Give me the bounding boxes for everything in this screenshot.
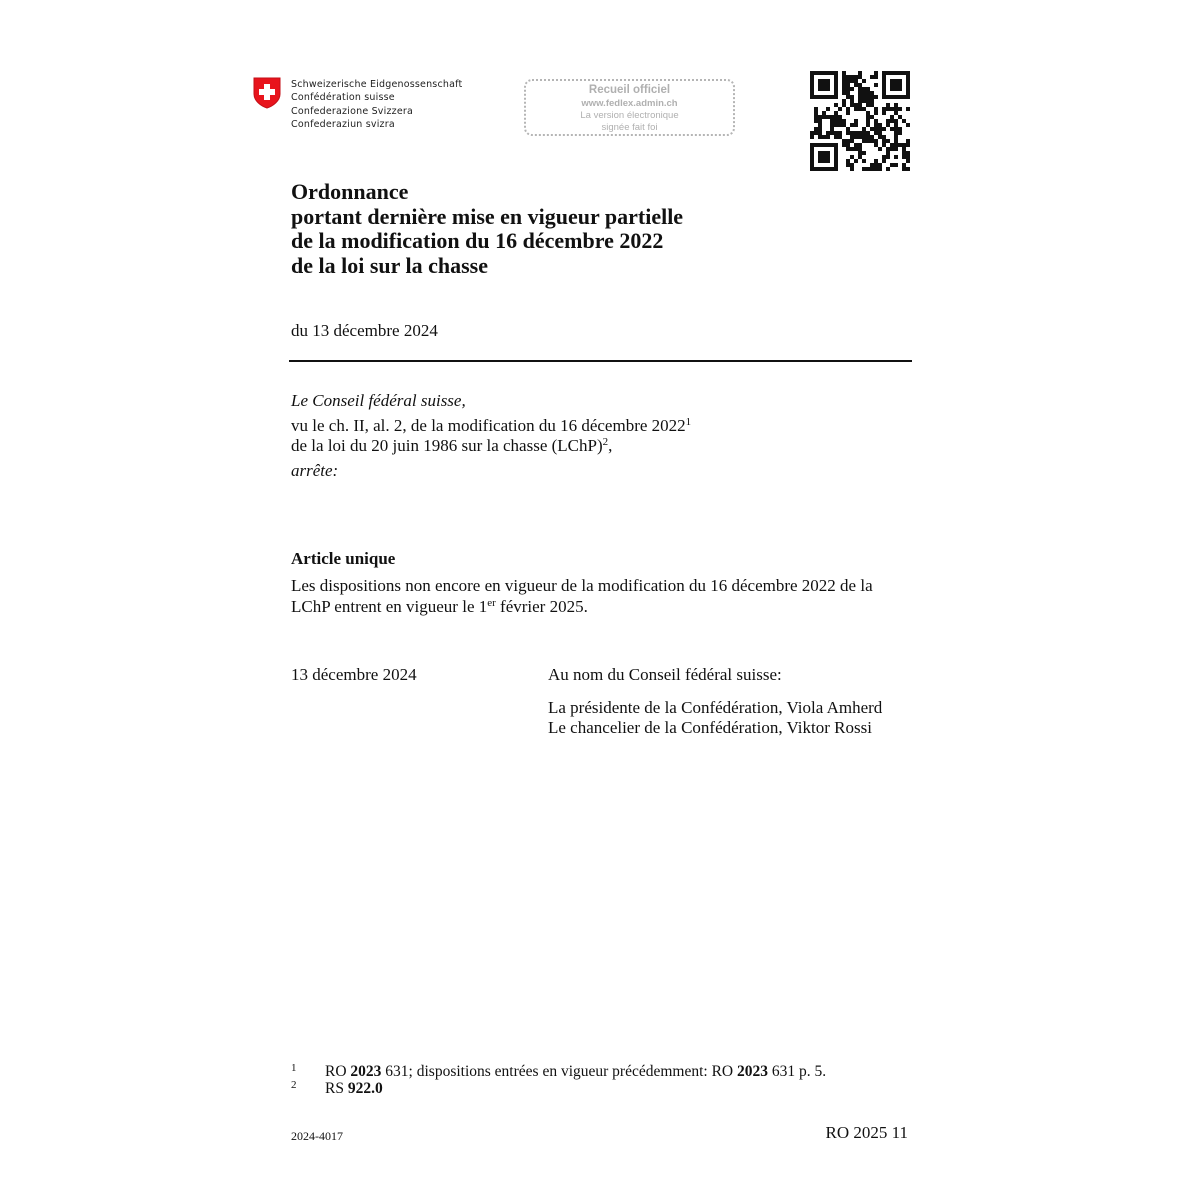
footnote-text: RO 2023 631; dispositions entrées en vigueur précédemment: RO 2023 631 p. 5. — [325, 1063, 827, 1080]
article-sup: er — [487, 596, 496, 609]
title-line: Ordonnance — [291, 179, 409, 204]
article-title: Article unique — [291, 549, 396, 568]
ro-reference: RO 2025 11 — [825, 1123, 908, 1142]
stamp-line: Recueil officiel — [588, 84, 671, 96]
preamble-punct: , — [608, 436, 613, 455]
preamble-line — [291, 416, 911, 437]
preamble — [291, 391, 911, 481]
qr-code-icon — [810, 71, 910, 171]
divider — [289, 360, 912, 362]
title-line: de la modification du 16 décembre 2022 — [291, 228, 664, 253]
official-stamp — [524, 79, 735, 136]
signature-intro: Au nom du Conseil fédéral suisse: — [548, 665, 782, 684]
article-text-end: février 2025. — [495, 596, 588, 616]
footnote-ref-1[interactable]: 1 — [685, 415, 692, 428]
authority: Le Conseil fédéral suisse, — [291, 391, 466, 410]
preamble-line — [291, 436, 911, 457]
document-title — [291, 180, 911, 278]
article-text-main: Les dispositions non encore en vigueur de la modification du 16 décembre 2022 de la LChP entrent en vigueur le 1 — [291, 576, 873, 616]
footnote-number: 1 — [291, 1062, 297, 1074]
title-line: de la loi sur la chasse — [291, 252, 489, 278]
signature-president: La présidente de la Confédération, Viola Amherd — [548, 698, 883, 717]
decree: arrête: — [291, 460, 339, 480]
footnote-number: 2 — [291, 1079, 297, 1091]
swiss-emblem-icon — [253, 77, 281, 109]
confederation-names — [291, 78, 462, 131]
signature-date: 13 décembre 2024 — [291, 665, 417, 684]
confederation-line: Schweizerische Eidgenossenschaft — [291, 79, 463, 90]
article-text — [291, 576, 913, 617]
footnote-text: RS 922.0 — [325, 1080, 383, 1097]
confederation-line: Confederazione Svizzera — [291, 105, 414, 117]
signature-chancellor: Le chancelier de la Confédération, Viktor Rossi — [548, 718, 872, 737]
footnote-ref-2[interactable]: 2 — [602, 436, 609, 448]
stamp-line: www.fedlex.admin.ch — [581, 98, 678, 109]
confederation-line: Confederaziun svizra — [291, 118, 395, 130]
ordinance-date: du 13 décembre 2024 — [291, 321, 438, 340]
preamble-text: vu le ch. II, al. 2, de la modification du 16 décembre 2022 — [291, 415, 686, 435]
stamp-line: La version électronique — [580, 110, 679, 121]
signature-block — [548, 665, 882, 738]
preamble-text: de la loi du 20 juin 1986 sur la chasse (LChP) — [291, 436, 603, 455]
title-line: portant dernière mise en vigueur partielle — [291, 203, 684, 229]
confederation-line: Confédération suisse — [291, 92, 395, 104]
document-number: 2024-4017 — [291, 1129, 343, 1143]
stamp-line: signée fait foi — [601, 122, 658, 133]
